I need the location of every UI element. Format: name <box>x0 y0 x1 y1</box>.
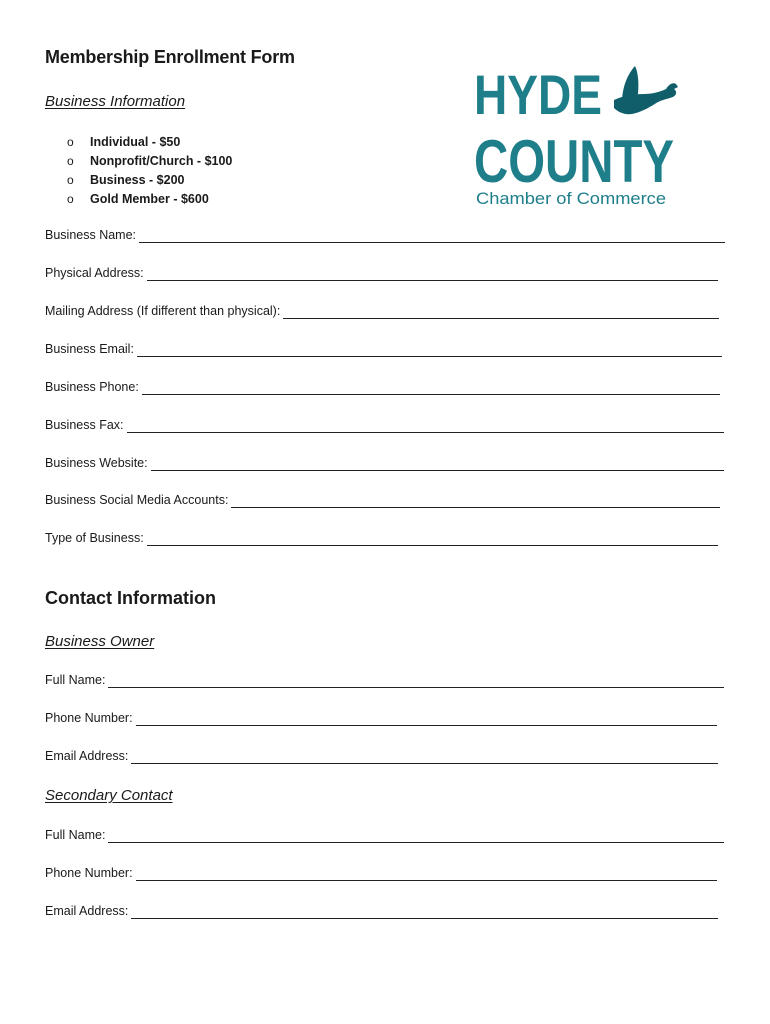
secondary-email-field[interactable] <box>45 904 718 919</box>
radio-bullet-icon[interactable]: o <box>67 153 74 168</box>
radio-bullet-icon[interactable]: o <box>67 172 74 187</box>
input-line[interactable] <box>147 531 718 546</box>
business-name-field[interactable] <box>45 228 725 243</box>
business-phone-field[interactable] <box>45 380 720 395</box>
input-line[interactable] <box>151 456 724 471</box>
input-line[interactable] <box>131 749 718 764</box>
logo-tagline: Chamber of Commerce <box>476 189 666 208</box>
input-line[interactable] <box>131 904 718 919</box>
field-label: Email Address: <box>45 749 129 763</box>
field-label: Business Phone: <box>45 380 139 394</box>
business-fax-field[interactable] <box>45 418 724 433</box>
business-information-heading: Business Information <box>45 93 186 110</box>
field-label: Business Website: <box>45 456 148 470</box>
field-label: Business Email: <box>45 342 134 356</box>
radio-bullet-icon[interactable]: o <box>67 134 74 149</box>
logo-line1: HYDE <box>474 63 602 126</box>
input-line[interactable] <box>127 418 724 433</box>
form-title: Membership Enrollment Form <box>45 47 295 67</box>
type-of-business-field[interactable] <box>45 531 718 546</box>
business-owner-heading: Business Owner <box>45 633 155 650</box>
field-label: Email Address: <box>45 904 129 918</box>
field-label: Full Name: <box>45 828 106 842</box>
hyde-county-chamber-logo <box>472 62 682 212</box>
input-line[interactable] <box>108 828 724 843</box>
radio-bullet-icon[interactable]: o <box>67 191 74 206</box>
membership-option[interactable] <box>67 170 232 189</box>
membership-option-label: Individual - $50 <box>90 134 181 149</box>
input-line[interactable] <box>136 711 717 726</box>
business-email-field[interactable] <box>45 342 722 357</box>
membership-option[interactable] <box>67 132 232 151</box>
membership-option-label: Nonprofit/Church - $100 <box>90 153 233 168</box>
input-line[interactable] <box>137 342 722 357</box>
secondary-full-name-field[interactable] <box>45 828 724 843</box>
membership-option-label: Business - $200 <box>90 172 185 187</box>
field-label: Physical Address: <box>45 266 144 280</box>
field-label: Business Fax: <box>45 418 124 432</box>
field-label: Phone Number: <box>45 711 133 725</box>
input-line[interactable] <box>136 866 717 881</box>
field-label: Full Name: <box>45 673 106 687</box>
membership-option[interactable] <box>67 189 232 208</box>
input-line[interactable] <box>108 673 724 688</box>
field-label: Business Name: <box>45 228 137 242</box>
input-line[interactable] <box>142 380 720 395</box>
input-line[interactable] <box>139 228 725 243</box>
social-media-field[interactable] <box>45 493 720 508</box>
secondary-phone-field[interactable] <box>45 866 717 881</box>
owner-phone-field[interactable] <box>45 711 717 726</box>
physical-address-field[interactable] <box>45 266 718 281</box>
field-label: Phone Number: <box>45 866 133 880</box>
contact-information-heading: Contact Information <box>45 588 216 608</box>
owner-full-name-field[interactable] <box>45 673 724 688</box>
goose-icon <box>614 66 678 114</box>
field-label: Mailing Address (If different than physical): <box>45 304 281 318</box>
input-line[interactable] <box>231 493 720 508</box>
business-website-field[interactable] <box>45 456 724 471</box>
secondary-contact-heading: Secondary Contact <box>45 787 173 804</box>
input-line[interactable] <box>147 266 718 281</box>
membership-option[interactable] <box>67 151 232 170</box>
owner-email-field[interactable] <box>45 749 718 764</box>
logo-line2: COUNTY <box>474 128 674 195</box>
field-label: Type of Business: <box>45 531 144 545</box>
mailing-address-field[interactable] <box>45 304 719 319</box>
membership-options-list <box>67 132 232 208</box>
field-label: Business Social Media Accounts: <box>45 493 229 507</box>
membership-option-label: Gold Member - $600 <box>90 191 209 206</box>
input-line[interactable] <box>283 304 719 319</box>
